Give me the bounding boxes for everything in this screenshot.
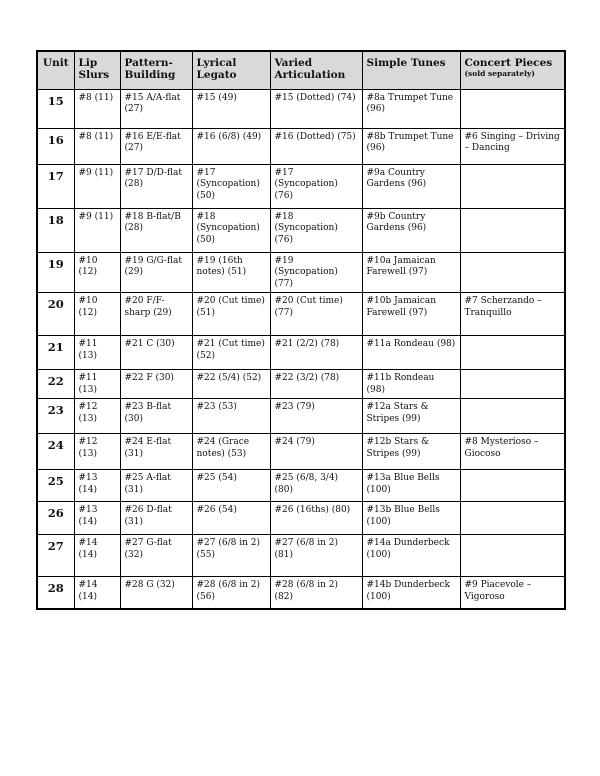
pattern-building-cell: #17 D/D-flat (28) <box>120 164 192 208</box>
pattern-building-cell: #28 G (32) <box>120 577 192 609</box>
table-row <box>37 434 565 470</box>
concert-pieces-cell <box>460 470 565 502</box>
lyrical-legato-cell: #16 (6/8) (49) <box>192 128 270 164</box>
simple-tunes-cell: #10a Jamaican Farewell (97) <box>362 252 460 293</box>
simple-tunes-cell: #10b Jamaican Farewell (97) <box>362 293 460 336</box>
pattern-building-cell: #15 A/A-flat (27) <box>120 89 192 128</box>
lyrical-legato-cell: #24 (Grace notes) (53) <box>192 434 270 470</box>
table-row <box>37 470 565 502</box>
varied-articulation-cell: #22 (3/2) (78) <box>270 370 362 399</box>
lip-slurs-cell: #14 (14) <box>74 577 120 609</box>
table-row <box>37 502 565 535</box>
col-header-unit: Unit <box>37 51 74 89</box>
pattern-building-cell: #19 G/G-flat (29) <box>120 252 192 293</box>
varied-articulation-cell: #16 (Dotted) (75) <box>270 128 362 164</box>
unit-cell: 22 <box>37 370 74 399</box>
lyrical-legato-cell: #17 (Syncopation) (50) <box>192 164 270 208</box>
table-row <box>37 293 565 336</box>
simple-tunes-cell: #9b Country Gardens (96) <box>362 208 460 252</box>
table-row <box>37 164 565 208</box>
unit-cell: 28 <box>37 577 74 609</box>
unit-cell: 16 <box>37 128 74 164</box>
lip-slurs-cell: #10 (12) <box>74 252 120 293</box>
unit-cell: 26 <box>37 502 74 535</box>
simple-tunes-cell: #9a Country Gardens (96) <box>362 164 460 208</box>
simple-tunes-cell: #13a Blue Bells (100) <box>362 470 460 502</box>
varied-articulation-cell: #28 (6/8 in 2) (82) <box>270 577 362 609</box>
simple-tunes-cell: #8b Trumpet Tune (96) <box>362 128 460 164</box>
lip-slurs-cell: #9 (11) <box>74 164 120 208</box>
concert-pieces-cell <box>460 399 565 434</box>
table-row <box>37 89 565 128</box>
col-header-concert-pieces <box>460 51 565 89</box>
concert-pieces-cell: #6 Singing – Driving – Dancing <box>460 128 565 164</box>
unit-cell: 24 <box>37 434 74 470</box>
unit-cell: 25 <box>37 470 74 502</box>
unit-cell: 19 <box>37 252 74 293</box>
varied-articulation-cell: #15 (Dotted) (74) <box>270 89 362 128</box>
varied-articulation-cell: #19 (Syncopation) (77) <box>270 252 362 293</box>
table-row <box>37 370 565 399</box>
concert-pieces-cell <box>460 370 565 399</box>
table-row <box>37 128 565 164</box>
lyrical-legato-cell: #27 (6/8 in 2) (55) <box>192 535 270 577</box>
varied-articulation-cell: #23 (79) <box>270 399 362 434</box>
col-header-pattern-building: Pattern-Building <box>120 51 192 89</box>
concert-pieces-cell <box>460 336 565 370</box>
lip-slurs-cell: #8 (11) <box>74 89 120 128</box>
lip-slurs-cell: #12 (13) <box>74 399 120 434</box>
table-row <box>37 399 565 434</box>
pattern-building-cell: #26 D-flat (31) <box>120 502 192 535</box>
pattern-building-cell: #21 C (30) <box>120 336 192 370</box>
concert-pieces-cell <box>460 502 565 535</box>
pattern-building-cell: #23 B-flat (30) <box>120 399 192 434</box>
unit-cell: 17 <box>37 164 74 208</box>
simple-tunes-cell: #12b Stars & Stripes (99) <box>362 434 460 470</box>
concert-pieces-cell <box>460 89 565 128</box>
concert-pieces-cell <box>460 252 565 293</box>
unit-cell: 21 <box>37 336 74 370</box>
col-header-simple-tunes: Simple Tunes <box>362 51 460 89</box>
lyrical-legato-cell: #26 (54) <box>192 502 270 535</box>
unit-cell: 23 <box>37 399 74 434</box>
simple-tunes-cell: #13b Blue Bells (100) <box>362 502 460 535</box>
lyrical-legato-cell: #23 (53) <box>192 399 270 434</box>
table-row <box>37 535 565 577</box>
concert-pieces-cell: #7 Scherzando – Tranquillo <box>460 293 565 336</box>
pattern-building-cell: #24 E-flat (31) <box>120 434 192 470</box>
lip-slurs-cell: #13 (14) <box>74 502 120 535</box>
table-row <box>37 336 565 370</box>
lyrical-legato-cell: #21 (Cut time) (52) <box>192 336 270 370</box>
lip-slurs-cell: #12 (13) <box>74 434 120 470</box>
unit-cell: 20 <box>37 293 74 336</box>
unit-cell: 27 <box>37 535 74 577</box>
concert-pieces-cell <box>460 208 565 252</box>
lyrical-legato-cell: #15 (49) <box>192 89 270 128</box>
varied-articulation-cell: #20 (Cut time) (77) <box>270 293 362 336</box>
table-row <box>37 252 565 293</box>
lip-slurs-cell: #10 (12) <box>74 293 120 336</box>
concert-pieces-cell <box>460 535 565 577</box>
varied-articulation-cell: #27 (6/8 in 2) (81) <box>270 535 362 577</box>
pattern-building-cell: #27 G-flat (32) <box>120 535 192 577</box>
concert-pieces-cell: #9 Piacevole – Vigoroso <box>460 577 565 609</box>
simple-tunes-cell: #8a Trumpet Tune (96) <box>362 89 460 128</box>
lip-slurs-cell: #8 (11) <box>74 128 120 164</box>
col-header-lyrical-legato: Lyrical Legato <box>192 51 270 89</box>
simple-tunes-cell: #11b Rondeau (98) <box>362 370 460 399</box>
lyrical-legato-cell: #18 (Syncopation) (50) <box>192 208 270 252</box>
lip-slurs-cell: #9 (11) <box>74 208 120 252</box>
pattern-building-cell: #25 A-flat (31) <box>120 470 192 502</box>
header-row <box>37 51 565 89</box>
lip-slurs-cell: #11 (13) <box>74 336 120 370</box>
lyrical-legato-cell: #22 (5/4) (52) <box>192 370 270 399</box>
pattern-building-cell: #20 F/F-sharp (29) <box>120 293 192 336</box>
curriculum-table <box>36 50 566 610</box>
table-row <box>37 577 565 609</box>
varied-articulation-cell: #17 (Syncopation) (76) <box>270 164 362 208</box>
unit-cell: 18 <box>37 208 74 252</box>
lyrical-legato-cell: #19 (16th notes) (51) <box>192 252 270 293</box>
simple-tunes-cell: #11a Rondeau (98) <box>362 336 460 370</box>
lyrical-legato-cell: #28 (6/8 in 2) (56) <box>192 577 270 609</box>
table-row <box>37 208 565 252</box>
col-header-concert-pieces-label: Concert Pieces <box>464 57 553 69</box>
concert-pieces-cell <box>460 164 565 208</box>
concert-pieces-cell: #8 Mysterioso – Giocoso <box>460 434 565 470</box>
varied-articulation-cell: #18 (Syncopation) (76) <box>270 208 362 252</box>
lip-slurs-cell: #14 (14) <box>74 535 120 577</box>
lyrical-legato-cell: #25 (54) <box>192 470 270 502</box>
concert-pieces-note: (sold separately) <box>464 69 535 79</box>
varied-articulation-cell: #24 (79) <box>270 434 362 470</box>
lip-slurs-cell: #11 (13) <box>74 370 120 399</box>
lyrical-legato-cell: #20 (Cut time) (51) <box>192 293 270 336</box>
col-header-lip-slurs: Lip Slurs <box>74 51 120 89</box>
simple-tunes-cell: #14a Dunderbeck (100) <box>362 535 460 577</box>
simple-tunes-cell: #12a Stars & Stripes (99) <box>362 399 460 434</box>
varied-articulation-cell: #21 (2/2) (78) <box>270 336 362 370</box>
col-header-varied-articulation: Varied Articulation <box>270 51 362 89</box>
lip-slurs-cell: #13 (14) <box>74 470 120 502</box>
unit-cell: 15 <box>37 89 74 128</box>
varied-articulation-cell: #26 (16ths) (80) <box>270 502 362 535</box>
pattern-building-cell: #16 E/E-flat (27) <box>120 128 192 164</box>
simple-tunes-cell: #14b Dunderbeck (100) <box>362 577 460 609</box>
pattern-building-cell: #18 B-flat/B (28) <box>120 208 192 252</box>
varied-articulation-cell: #25 (6/8, 3/4) (80) <box>270 470 362 502</box>
pattern-building-cell: #22 F (30) <box>120 370 192 399</box>
